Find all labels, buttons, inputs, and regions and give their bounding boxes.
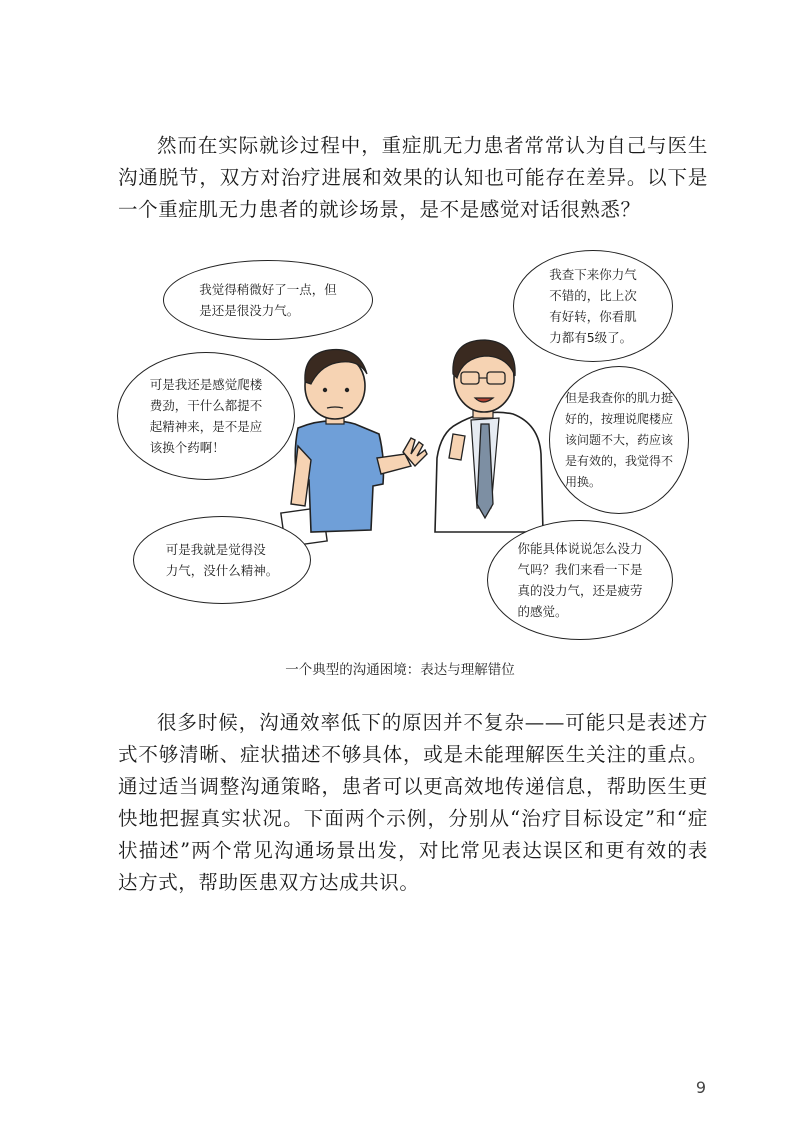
speech-bubble-doctor-2: 但是我查你的肌力挺 好的，按理说爬楼应 该问题不大，药应该 是有效的，我觉得不 用换。: [549, 366, 689, 514]
speech-bubble-patient-3: 可是我就是觉得没 力气，没什么精神。: [133, 516, 311, 604]
page-number: 9: [695, 1078, 706, 1097]
body-paragraph: 很多时候，沟通效率低下的原因并不复杂——可能只是表述方式不够清晰、症状描述不够具体，或是未能理解医生关注的重点。通过适当调整沟通策略，患者可以更高效地传递信息，帮助医生更快地把握真实状况。下面两个示例，分别从“治疗目标设定”和“症状描述”两个常见沟通场景出发，对比常见表达误区和更有效的表达方式，帮助医患双方达成共识。: [118, 711, 708, 894]
doctor-figure: [435, 340, 543, 532]
intro-paragraph: 然而在实际就诊过程中，重症肌无力患者常常认为自己与医生沟通脱节，双方对治疗进展和效果的认知也可能存在差异。以下是一个重症肌无力患者的就诊场景，是不是感觉对话很熟悉？: [118, 134, 708, 221]
speech-bubble-patient-2: 可是我还是感觉爬楼 费劲，干什么都提不 起精神来，是不是应 该换个药啊！: [117, 352, 295, 480]
patient-figure: [281, 350, 427, 547]
dialogue-illustration: [115, 248, 685, 648]
speech-bubble-doctor-3: 你能具体说说怎么没力 气吗？我们来看一下是 真的没力气，还是疲劳 的感觉。: [487, 520, 673, 640]
speech-bubble-patient-1: 我觉得稍微好了一点，但 是还是很没力气。: [163, 260, 373, 340]
speech-bubble-doctor-1: 我查下来你力气 不错的，比上次 有好转，你看肌 力都有5级了。: [513, 250, 673, 362]
figure-caption: 一个典型的沟通困境：表达与理解错位: [285, 662, 515, 678]
